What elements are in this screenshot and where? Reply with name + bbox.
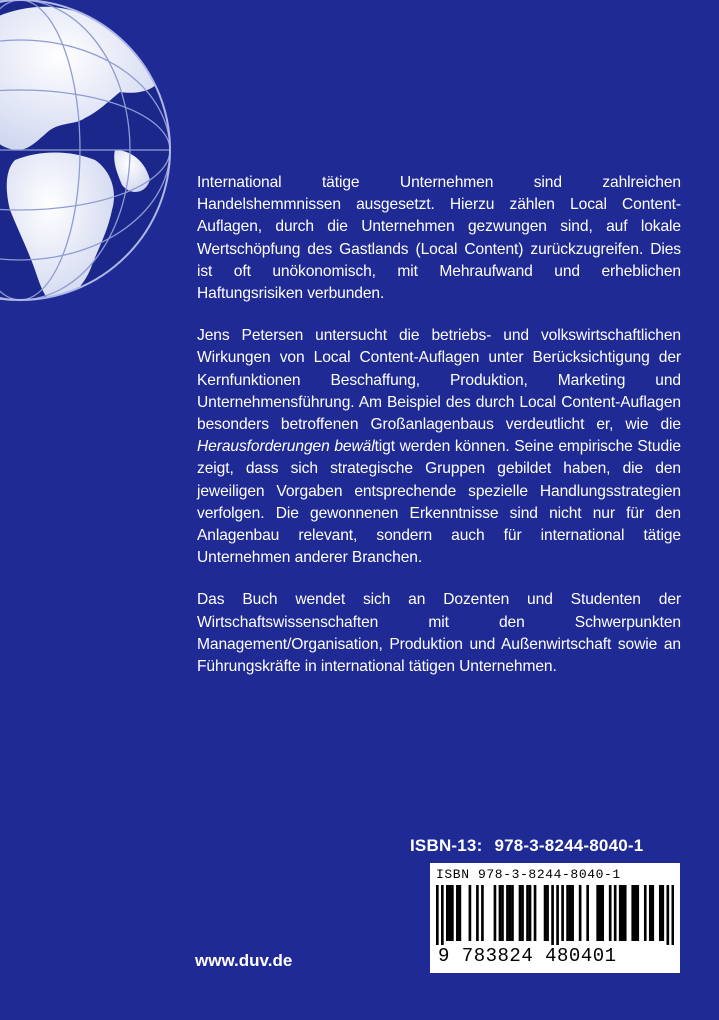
barcode-bar: [476, 885, 479, 941]
barcode-bar: [506, 885, 509, 941]
barcode-bar: [566, 885, 569, 941]
barcode-bar: [456, 885, 459, 941]
globe-icon: [0, 0, 180, 340]
barcode-bar: [519, 885, 522, 941]
barcode-bar: [459, 885, 462, 941]
barcode-bar: [551, 885, 554, 945]
blurb-paragraph-2-start: Jens Petersen untersucht die betriebs- und volkswirtschaftlichen Wirkungen von Local Content-Auflagen unter Berücksichtigung der Kernfunktionen Beschaffung, Produktion, Marketing und Unternehmensführung. Am Beispiel des durch Local Content-Auflagen besonders betroffenen Großanlagenbaus verdeutlicht er, wie die: [197, 327, 681, 434]
barcode-bar: [509, 885, 512, 941]
barcode-bar: [481, 885, 484, 941]
barcode-bar: [631, 885, 634, 941]
barcode-bar: [666, 885, 669, 945]
barcode-bar: [529, 885, 532, 941]
barcode-bar: [649, 885, 652, 941]
barcode-bar: [441, 885, 444, 945]
barcode-bar: [614, 885, 617, 941]
barcode-bar: [671, 885, 674, 945]
barcode-bar: [494, 885, 497, 941]
barcode-bar: [449, 885, 452, 941]
blurb-paragraph-2-italic: Herausforderungen bewäl: [197, 438, 375, 456]
isbn-line: [410, 836, 643, 856]
barcode-bar: [621, 885, 624, 941]
barcode-isbn-text: ISBN 978-3-8244-8040-1: [436, 867, 621, 882]
blurb-paragraph-1: International tätige Unternehmen sind zahlreichen Handelshemmnissen ausgesetzt. Hierzu zählen Local Content-Auflagen, durch die Unternehmen gezwungen sind, auf lokale Wertschöpfung des Gastlands (Local Content) zurückzugreifen. Dies ist oft unökonomisch, mit Mehraufwand und erheblichen Haftungsrisiken verbunden.: [197, 174, 681, 303]
barcode-bar: [556, 885, 559, 945]
barcode-bar: [436, 885, 439, 945]
blurb-paragraph-2-end: tigt werden können. Seine empirische Studie zeigt, dass sich strategische Gruppen gebildet haben, die den jeweiligen Vorgaben entsprechende spezielle Handlungsstrategien verfolgen. Die gewonnenen Erkenntnisse sind nicht nur für den Anlagenbau relevant, sondern auch für international tätige Unternehmen anderer Branchen.: [197, 438, 681, 567]
barcode-bar: [446, 885, 449, 941]
barcode-bar: [619, 885, 622, 941]
barcode-bar: [501, 885, 504, 941]
barcode-bar: [569, 885, 572, 941]
barcode-bar: [636, 885, 639, 941]
barcode-bar: [579, 885, 582, 941]
barcode-bar: [624, 885, 627, 941]
blurb-paragraph-2: [197, 325, 681, 569]
barcode-bar: [661, 885, 664, 941]
barcode-bar: [521, 885, 524, 941]
publisher-website[interactable]: www.duv.de: [195, 951, 293, 970]
globe-land-madagascar: [107, 270, 116, 293]
isbn-value: 978-3-8244-8040-1: [494, 836, 644, 855]
barcode-bar: [651, 885, 654, 941]
barcode-bar: [609, 885, 612, 941]
barcode-digits: 9 783824 480401: [438, 945, 617, 967]
isbn-label: ISBN-13:: [410, 836, 483, 855]
barcode-bar: [511, 885, 514, 941]
cover-blurb: [197, 172, 681, 678]
barcode-bar: [499, 885, 502, 941]
barcode-bar: [561, 885, 564, 941]
barcode-bar: [526, 885, 529, 941]
barcode-bar: [601, 885, 604, 941]
barcode-bars: [436, 885, 674, 945]
barcode-bar: [659, 885, 662, 941]
barcode-bar: [544, 885, 547, 941]
globe-illustration: [0, 0, 180, 340]
barcode-bar: [534, 885, 537, 941]
barcode-bar: [596, 885, 599, 941]
barcode: [430, 863, 680, 973]
barcode-bar: [546, 885, 549, 941]
barcode-bar: [599, 885, 602, 941]
barcode-bar: [469, 885, 472, 941]
barcode-bar: [451, 885, 454, 941]
barcode-bar: [571, 885, 574, 941]
blurb-paragraph-3: Das Buch wendet sich an Dozenten und Studenten der Wirtschaftswissenschaften mit den Schwerpunkten Management/Organisation, Produktion und Außenwirtschaft sowie an Führungskräfte in international tätigen Unternehmen.: [197, 591, 681, 676]
barcode-bar: [634, 885, 637, 941]
barcode-bar: [586, 885, 589, 941]
barcode-bar: [644, 885, 647, 941]
